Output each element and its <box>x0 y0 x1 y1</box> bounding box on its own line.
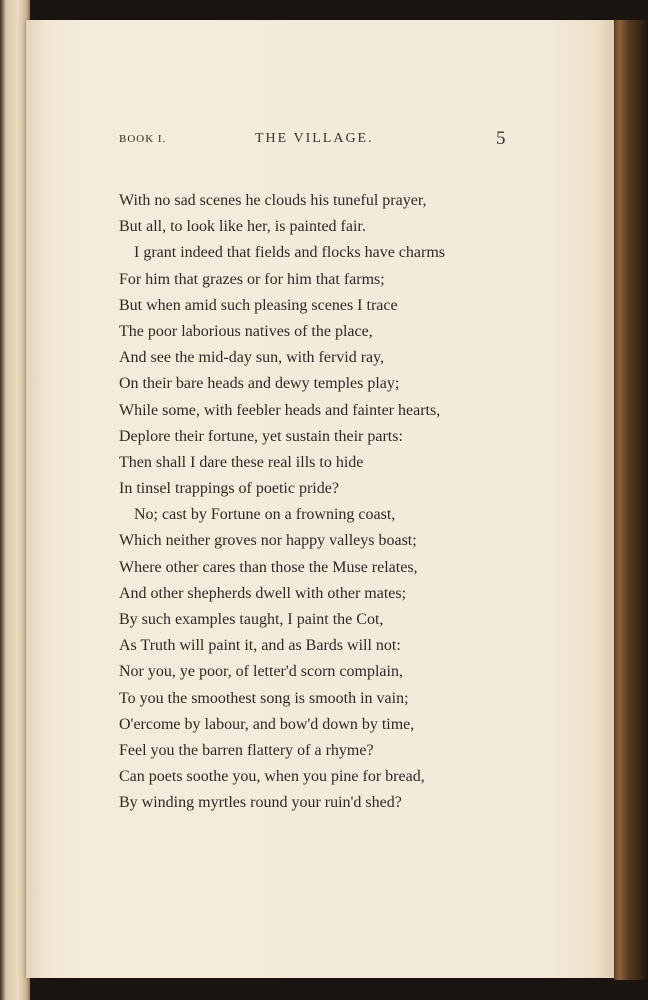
poem-line: Deplore their fortune, yet sustain their parts: <box>119 427 403 445</box>
poem-line: And see the mid-day sun, with fervid ray, <box>119 349 385 367</box>
poem-line: To you the smoothest song is smooth in vain; <box>119 689 409 707</box>
poem-line: With no sad scenes he clouds his tuneful prayer, <box>119 192 427 209</box>
poem-line: On their bare heads and dewy temples play; <box>119 375 400 393</box>
poem-text <box>119 188 539 817</box>
poem-line: Which neither groves nor happy valleys boast; <box>119 532 417 550</box>
poem-line: By winding myrtles round your ruin'd shed? <box>119 794 402 812</box>
poem-line: I grant indeed that fields and flocks have charms <box>134 244 445 262</box>
poem-line: For him that grazes or for him that farms; <box>119 270 385 288</box>
poem-line: But all, to look like her, is painted fair. <box>119 218 366 236</box>
poem-line: Then shall I dare these real ills to hide <box>119 453 364 471</box>
poem-line: The poor laborious natives of the place, <box>119 322 373 340</box>
running-head-book: BOOK I. <box>119 133 167 145</box>
page-number: 5 <box>496 128 506 149</box>
poem-line: Nor you, ye poor, of letter'd scorn complain, <box>119 663 403 681</box>
running-head <box>26 129 614 153</box>
running-head-title: THE VILLAGE. <box>255 131 374 146</box>
poem-line: But when amid such pleasing scenes I trace <box>119 296 398 314</box>
poem-line: Feel you the barren flattery of a rhyme? <box>119 741 374 759</box>
poem-line: Can poets soothe you, when you pine for bread, <box>119 768 425 786</box>
poem-line: No; cast by Fortune on a frowning coast, <box>134 506 396 524</box>
poem-line: As Truth will paint it, and as Bards will not: <box>119 637 401 655</box>
poem-line: In tinsel trappings of poetic pride? <box>119 480 339 498</box>
poem-line: By such examples taught, I paint the Cot, <box>119 611 384 628</box>
poem-line: Where other cares than those the Muse relates, <box>119 558 418 576</box>
leather-binding <box>614 20 648 980</box>
poem-line: And other shepherds dwell with other mates; <box>119 584 407 602</box>
poem-line: O'ercome by labour, and bow'd down by time, <box>119 715 415 733</box>
poem-line: While some, with feebler heads and fainter hearts, <box>119 401 441 419</box>
book-page <box>26 20 614 978</box>
